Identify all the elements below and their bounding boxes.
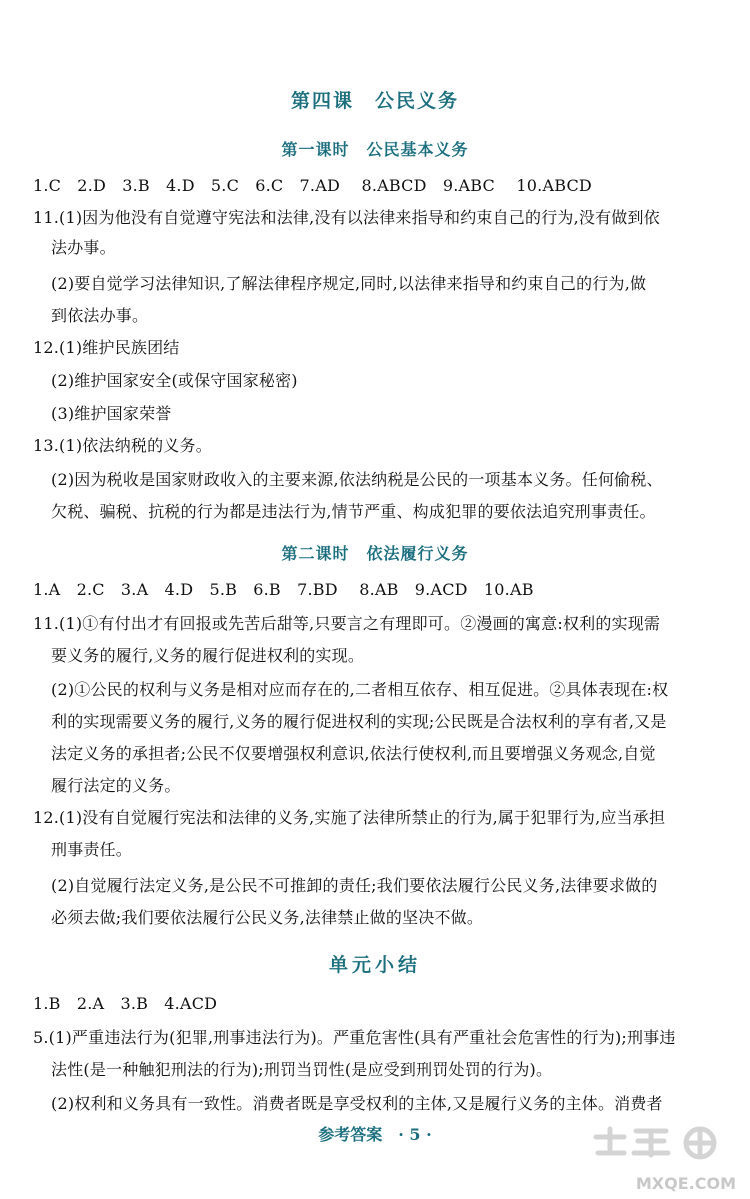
answer-line: 12.(1)维护民族团结 <box>33 338 180 357</box>
answer-line: 13.(1)依法纳税的义务。 <box>33 436 212 455</box>
answer-line: (3)维护国家荣誉 <box>51 404 172 423</box>
answer-line: 1.B 2.A 3.B 4.ACD <box>33 994 218 1013</box>
answer-line: 11.(1)①有付出才有回报或先苦后甜等,只要言之有理即可。②漫画的寓意:权利的实现需 <box>33 614 661 633</box>
answer-line: 法性(是一种触犯刑法的行为);刑罚当罚性(是应受到刑罚处罚的行为)。 <box>51 1060 553 1079</box>
answer-line: 履行法定的义务。 <box>51 776 181 795</box>
section-title-1: 第一课时 公民基本义务 <box>281 140 469 159</box>
section-title-2: 第二课时 依法履行义务 <box>281 544 469 563</box>
answer-line: (2)权利和义务具有一致性。消费者既是享受权利的主体,又是履行义务的主体。消费者 <box>51 1094 663 1113</box>
answer-line: 利的实现需要义务的履行,义务的履行促进权利的实现;公民既是合法权利的享有者,又是 <box>51 712 667 731</box>
answer-line: 法定义务的承担者;公民不仅要增强权利意识,依法行使权利,而且要增强义务观念,自觉 <box>51 744 656 763</box>
answer-line: (2)维护国家安全(或保守国家秘密) <box>51 371 298 390</box>
answer-line: 欠税、骗税、抗税的行为都是违法行为,情节严重、构成犯罪的要依法追究刑事责任。 <box>51 502 656 521</box>
answer-line: 到依法办事。 <box>51 306 149 325</box>
answer-line: 1.C 2.D 3.B 4.D 5.C 6.C 7.AD 8.ABCD 9.ABC 10.ABCD <box>33 176 592 195</box>
page-footer: 参考答案 · 5 · <box>318 1125 432 1144</box>
answer-line: 必须去做;我们要依法履行公民义务,法律禁止做的坚决不做。 <box>51 908 484 927</box>
watermark-text: MXQE.COM <box>635 1174 736 1193</box>
answer-line: 5.(1)严重违法行为(犯罪,刑事违法行为)。严重危害性(具有严重社会危害性的行为);刑事违 <box>33 1028 676 1047</box>
section-title-3: 单元小结 <box>328 954 421 976</box>
answer-line: 11.(1)因为他没有自觉遵守宪法和法律,没有以法律来指导和约束自己的行为,没有做到依 <box>33 208 660 227</box>
answer-line: 刑事责任。 <box>51 840 133 859</box>
answer-line: (2)①公民的权利与义务是相对应而存在的,二者相互依存、相互促进。②具体表现在:权 <box>51 680 669 699</box>
answer-line: 法办事。 <box>51 238 116 257</box>
answer-line: (2)因为税收是国家财政收入的主要来源,依法纳税是公民的一项基本义务。任何偷税、 <box>51 470 663 489</box>
lesson-title: 第四课 公民义务 <box>290 90 459 112</box>
answer-line: (2)自觉履行法定义务,是公民不可推卸的责任;我们要依法履行公民义务,法律要求做的 <box>51 876 658 895</box>
answer-line: 1.A 2.C 3.A 4.D 5.B 6.B 7.BD 8.AB 9.ACD 10.AB <box>33 580 534 599</box>
answer-line: 要义务的履行,义务的履行促进权利的实现。 <box>51 646 365 665</box>
answer-line: 12.(1)没有自觉履行宪法和法律的义务,实施了法律所禁止的行为,属于犯罪行为,应当承担 <box>33 808 666 827</box>
answer-line: (2)要自觉学习法律知识,了解法律程序规定,同时,以法律来指导和约束自己的行为,做 <box>51 274 647 293</box>
